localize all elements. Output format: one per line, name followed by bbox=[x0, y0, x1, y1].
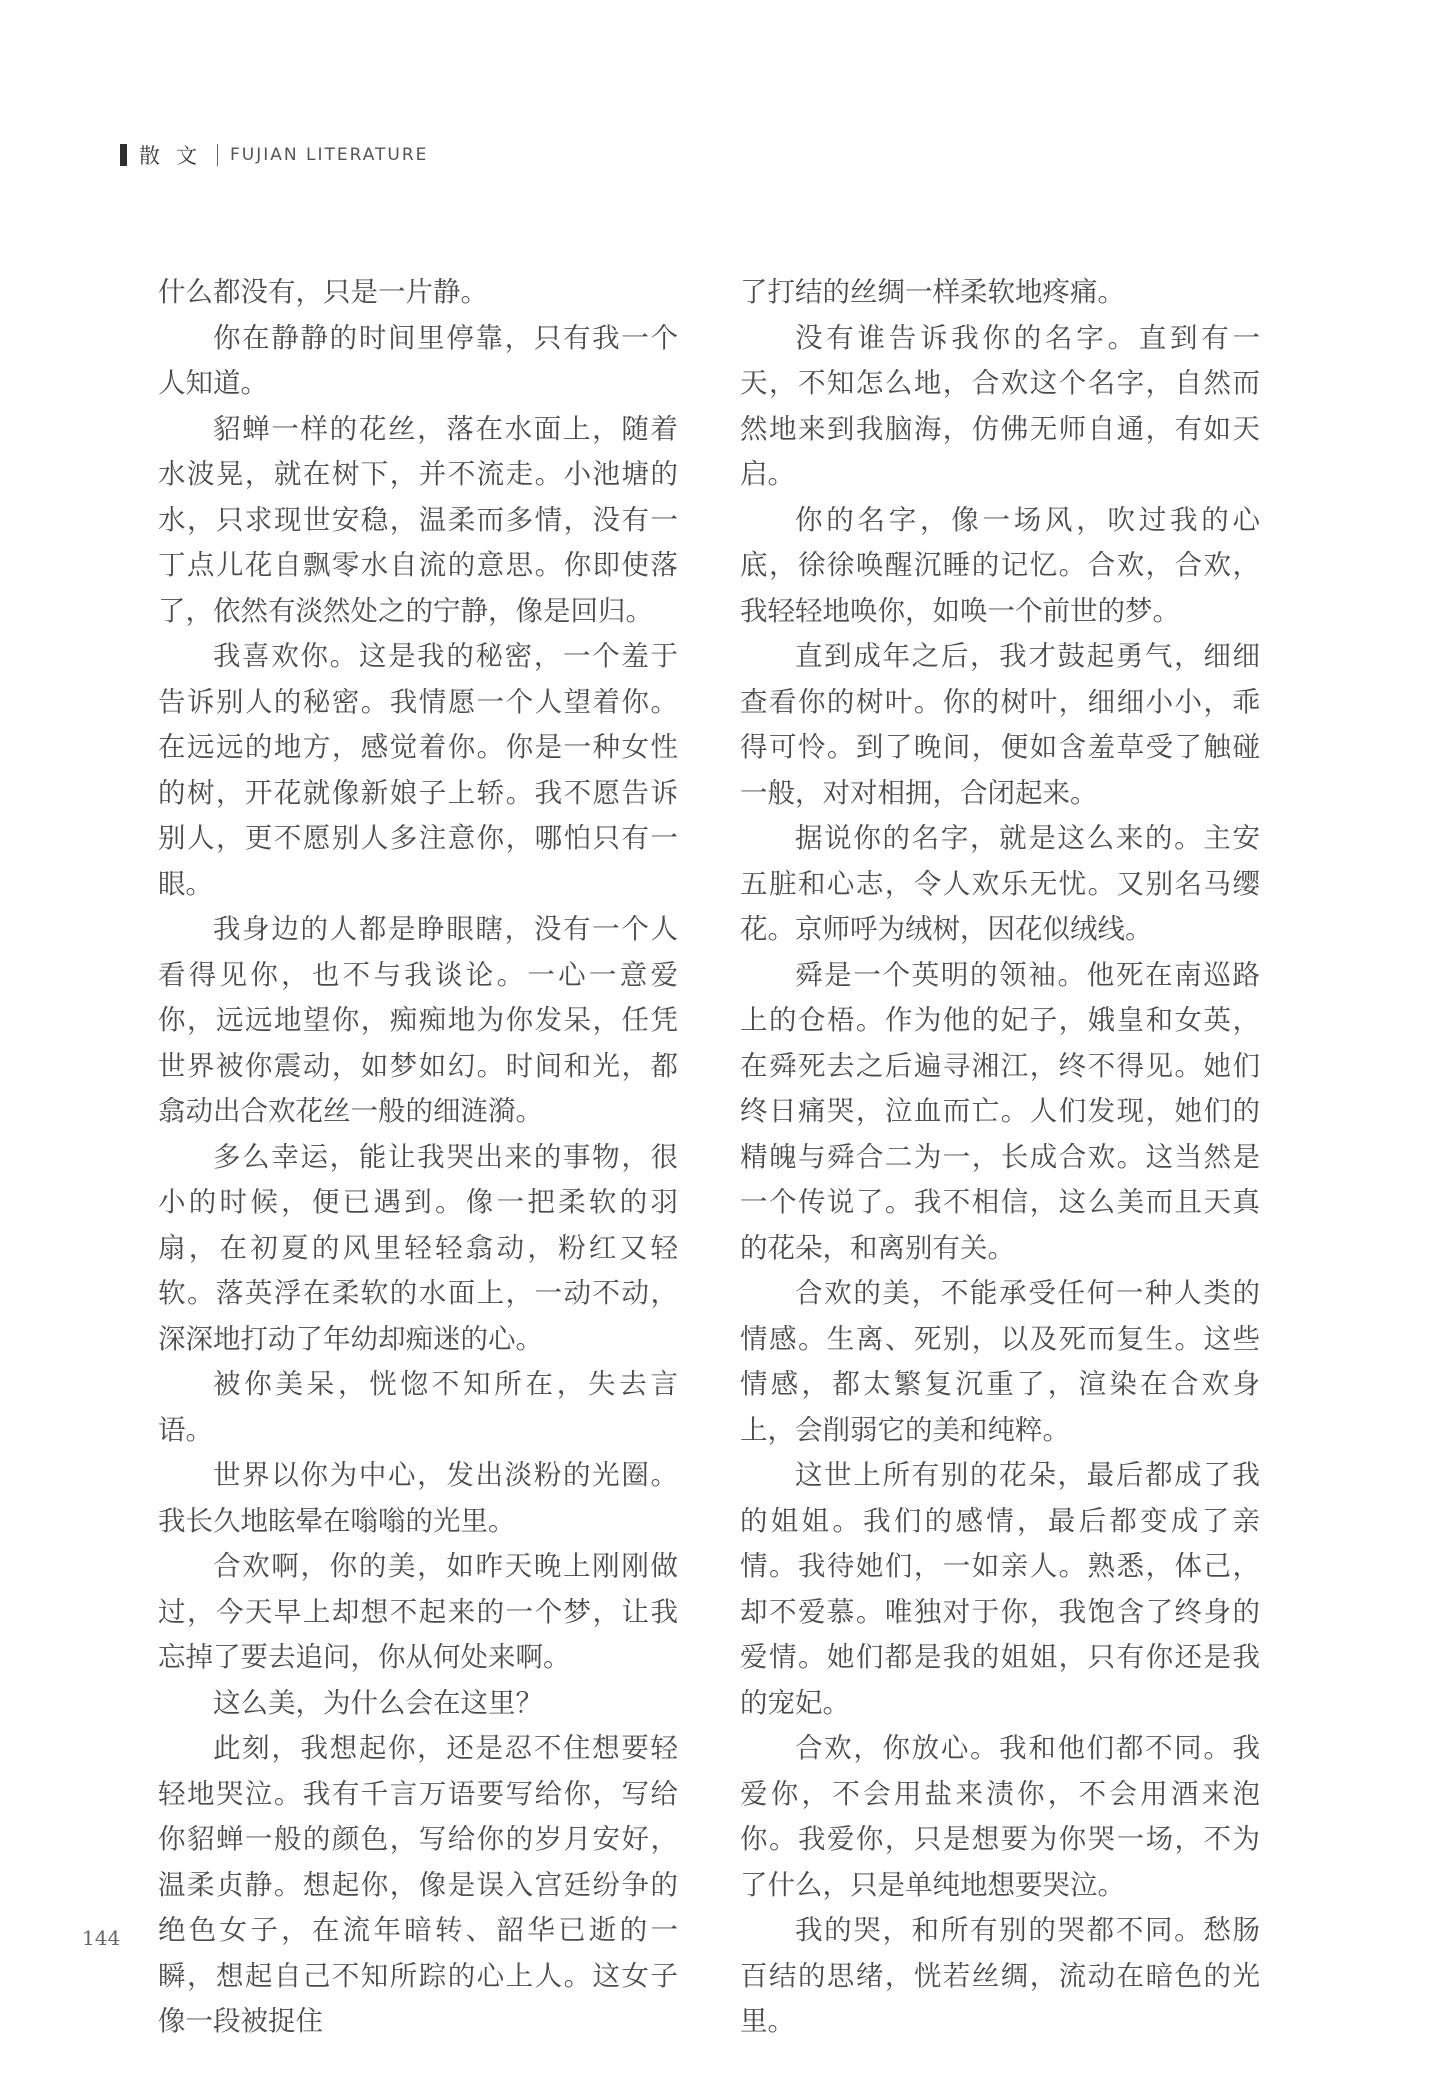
paragraph: 多么幸运，能让我哭出来的事物，很小的时候，便已遇到。像一把柔软的羽扇，在初夏的风里轻轻翕动，粉红又轻软。落英浮在柔软的水面上，一动不动，深深地打动了年幼却痴迷的心。 bbox=[158, 1140, 678, 1355]
paragraph: 直到成年之后，我才鼓起勇气，细细查看你的树叶。你的树叶，细细小小，乖得可怜。到了晚间，便如含羞草受了触碰一般，对对相拥，合闭起来。 bbox=[740, 640, 1260, 809]
paragraph: 了打结的丝绸一样柔软地疼痛。 bbox=[740, 276, 1125, 308]
paragraph: 你的名字，像一场风，吹过我的心底，徐徐唤醒沉睡的记忆。合欢，合欢，我轻轻地唤你，如唤一个前世的梦。 bbox=[740, 503, 1260, 627]
paragraph: 合欢的美，不能承受任何一种人类的情感。生离、死别，以及死而复生。这些情感，都太繁复沉重了，渲染在合欢身上，会削弱它的美和纯粹。 bbox=[740, 1277, 1260, 1446]
header-bar-icon bbox=[120, 144, 127, 166]
paragraph: 这么美，为什么会在这里？ bbox=[213, 1686, 543, 1719]
paragraph: 世界以你为中心，发出淡粉的光圈。我长久地眩晕在嗡嗡的光里。 bbox=[158, 1459, 678, 1537]
running-header bbox=[120, 141, 428, 169]
paragraph: 合欢，你放心。我和他们都不同。我爱你，不会用盐来渍你，不会用酒来泡你。我爱你，只是想要为你哭一场，不为了什么，只是单纯地想要哭泣。 bbox=[740, 1732, 1260, 1901]
paragraph: 你在静静的时间里停靠，只有我一个人知道。 bbox=[158, 321, 678, 399]
paragraph: 这世上所有别的花朵，最后都成了我的姐姐。我们的感情，最后都变成了亲情。我待她们，一如亲人。熟悉，体己，却不爱慕。唯独对于你，我饱含了终身的爱情。她们都是我的姐姐，只有你还是我的宠妃。 bbox=[740, 1459, 1260, 1719]
paragraph: 被你美呆，恍惚不知所在，失去言语。 bbox=[158, 1368, 678, 1446]
left-column bbox=[158, 270, 678, 2045]
paragraph: 我的哭，和所有别的哭都不同。愁肠百结的思绪，恍若丝绸，流动在暗色的光里。 bbox=[740, 1914, 1260, 2037]
paragraph: 我喜欢你。这是我的秘密，一个羞于告诉别人的秘密。我情愿一个人望着你。在远远的地方，感觉着你。你是一种女性的树，开花就像新娘子上轿。我不愿告诉别人，更不愿别人多注意你，哪怕只有一眼。 bbox=[158, 640, 678, 900]
paragraph: 据说你的名字，就是这么来的。主安五脏和心志，令人欢乐无忧。又别名马缨花。京师呼为绒树，因花似绒线。 bbox=[740, 822, 1260, 945]
paragraph: 我身边的人都是睁眼瞎，没有一个人看得见你，也不与我谈论。一心一意爱你，远远地望你，痴痴地为你发呆，任凭世界被你震动，如梦如幻。时间和光，都翕动出合欢花丝一般的细涟漪。 bbox=[158, 913, 678, 1127]
right-column bbox=[740, 270, 1260, 2045]
page-number: 144 bbox=[82, 1926, 121, 1950]
paragraph: 合欢啊，你的美，如昨天晚上刚刚做过，今天早上却想不起来的一个梦，让我忘掉了要去追问，你从何处来啊。 bbox=[158, 1550, 678, 1673]
journal-name: FUJIAN LITERATURE bbox=[230, 145, 429, 165]
section-title: 散文 bbox=[139, 144, 213, 168]
paragraph: 貂蝉一样的花丝，落在水面上，随着水波晃，就在树下，并不流走。小池塘的水，只求现世安稳，温柔而多情，没有一丁点儿花自飘零水自流的意思。你即使落了，依然有淡然处之的宁静，像是回归。 bbox=[158, 412, 678, 627]
paragraph: 舜是一个英明的领袖。他死在南巡路上的仓梧。作为他的妃子，娥皇和女英，在舜死去之后遍寻湘江，终不得见。她们终日痛哭，泣血而亡。人们发现，她们的精魄与舜合二为一，长成合欢。这当然是一个传说了。我不相信，这么美而且天真的花朵，和离别有关。 bbox=[740, 958, 1260, 1264]
paragraph: 没有谁告诉我你的名字。直到有一天，不知怎么地，合欢这个名字，自然而然地来到我脑海，仿佛无师自通，有如天启。 bbox=[740, 321, 1260, 490]
paragraph: 此刻，我想起你，还是忍不住想要轻轻地哭泣。我有千言万语要写给你，写给你貂蝉一般的颜色，写给你的岁月安好，温柔贞静。想起你，像是误入宫廷纷争的绝色女子，在流年暗转、韶华已逝的一瞬，想起自己不知所踪的心上人。这女子像一段被捉住 bbox=[158, 1732, 678, 2037]
paragraph: 什么都没有，只是一片静。 bbox=[158, 276, 488, 308]
header-divider bbox=[217, 144, 218, 166]
